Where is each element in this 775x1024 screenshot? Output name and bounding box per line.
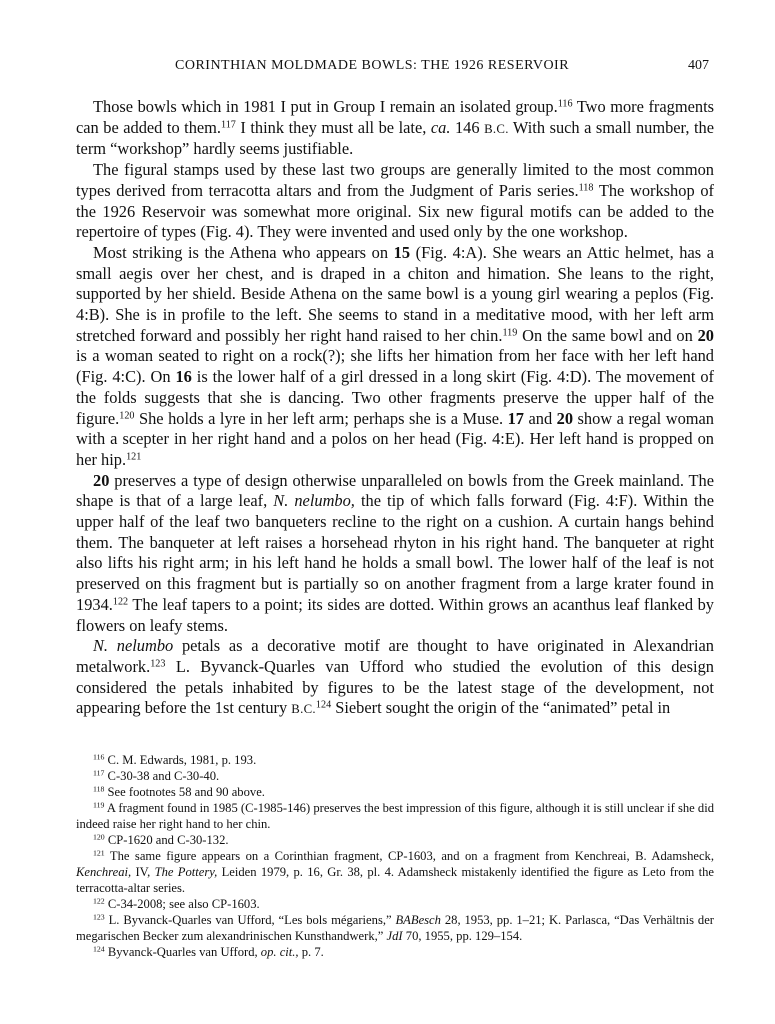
italic-term: N. nelumbo,	[273, 491, 355, 511]
footnote-number: 119	[93, 800, 105, 810]
running-title: CORINTHIAN MOLDMADE BOWLS: THE 1926 RESERVOIR	[175, 58, 570, 73]
italic-title: BABesch	[395, 913, 441, 927]
catalogue-number: 15	[393, 242, 411, 262]
footnote-text: C-30-38 and C-30-40.	[104, 769, 220, 783]
footnotes	[76, 752, 714, 960]
footnote-118	[76, 784, 714, 800]
italic-title: JdI	[386, 929, 403, 943]
footnote-121	[76, 848, 714, 896]
text-run: is the lower half of a girl dressed in a long skirt (Fig. 4:D). The movement of the folds suggests that she is dancing. Two other fragments preserve the upper half of the figure.	[76, 367, 714, 428]
footnote-120	[76, 832, 714, 848]
italic-title: op. cit.,	[260, 945, 299, 959]
text-run: the tip of which falls forward (Fig. 4:F). Within the upper half of the leaf two banqueters recline to the right on a cushion. A curtain hangs behind them. The banqueter at left raises a horsehead rhyton in his right hand. The banqueter at right also lifts his right arm; in his left hand he holds a small bowl. The lower half of the leaf is not preserved on this fragment but is partially so on another fragment from a large krater found in 1934.	[76, 491, 715, 614]
text-run: On the same bowl and on	[517, 325, 698, 345]
footnote-ref-116[interactable]: 116	[557, 98, 573, 110]
text-run: preserves a type of design otherwise unparalleled on bowls from the Greek mainland. The shape is that of a large leaf,	[76, 470, 714, 511]
footnote-text: The same figure appears on a Corinthian fragment, CP-1603, and on a fragment from Kenchreai, B. Adamsheck,	[104, 849, 714, 863]
text-run: I think they must all be late,	[235, 117, 431, 137]
footnote-number: 116	[93, 752, 105, 762]
footnote-number: 117	[93, 768, 105, 778]
italic-term: N. nelumbo	[93, 636, 174, 656]
text-run: 146	[450, 117, 485, 137]
text-run: Those bowls which in 1981 I put in Group I remain an isolated group.	[93, 97, 558, 116]
page-number: 407	[688, 58, 709, 73]
footnote-number: 120	[93, 832, 105, 842]
footnote-number: 124	[93, 944, 105, 954]
footnote-ref-121[interactable]: 121	[126, 451, 142, 463]
catalogue-number: 20	[697, 325, 714, 345]
paragraph-4	[76, 471, 714, 637]
footnote-116	[76, 752, 714, 768]
footnote-text: Byvanck-Quarles van Ufford,	[104, 945, 261, 959]
text-run: Most striking is the Athena who appears on	[93, 242, 394, 262]
footnote-ref-120[interactable]: 120	[119, 409, 135, 421]
paragraph-5	[76, 636, 714, 720]
text-run: The figural stamps used by these last two groups are generally limited to the most common types derived from terracotta altars and from the Judgment of Paris series.	[76, 160, 714, 200]
body-text	[76, 97, 714, 720]
footnote-124	[76, 944, 714, 960]
footnote-119	[76, 800, 714, 832]
footnote-number: 122	[93, 896, 105, 906]
footnote-ref-124[interactable]: 124	[315, 699, 332, 711]
paragraph-1	[76, 97, 714, 160]
text-run: L. Byvanck-Quarles van Ufford who studied the evolution of this design considered the petals inhabited by figures to be the latest stage of the development, not appearing before the 1st century	[76, 656, 714, 718]
paragraph-2	[76, 160, 714, 243]
footnote-ref-122[interactable]: 122	[112, 596, 129, 608]
footnote-text: A fragment found in 1985 (C-1985-146) preserves the best impression of this figure, although it is still unclear if she did indeed raise her right hand to her chin.	[76, 801, 714, 831]
footnote-number: 123	[93, 912, 105, 922]
text-run: Two more fragments can be added to them.	[76, 97, 715, 137]
italic-term: ca.	[430, 117, 451, 137]
era-abbreviation: B.C.	[484, 121, 509, 136]
text-run: The leaf tapers to a point; its sides are dotted. Within grows an acanthus leaf flanked by flowers on leafy stems.	[76, 594, 714, 635]
text-run: She holds a lyre in her left arm; perhaps she is a Muse.	[134, 408, 508, 428]
footnote-text: See footnotes 58 and 90 above.	[104, 785, 265, 799]
italic-title: Kenchreai,	[76, 865, 132, 879]
text-run: petals as a decorative motif are thought to have originated in Alexandrian metalwork.	[76, 636, 714, 676]
footnote-number: 121	[93, 848, 105, 858]
era-abbreviation: B.C.	[291, 702, 316, 717]
text-run: is a woman seated to right on a rock(?); she lifts her himation from her face with her left hand (Fig. 4:C). On	[76, 346, 714, 387]
text-run: The workshop of the 1926 Reservoir was somewhat more original. Six new figural motifs can be added to the repertoire of types (Fig. 4). They were invented and used only by the one workshop.	[76, 180, 714, 242]
text-run: (Fig. 4:A). She wears an Attic helmet, has a small aegis over her chest, and is draped in a chiton and himation. She leans to the right, supported by her shield. Beside Athena on the same bowl is a young girl wearing a peplos (Fig. 4:B). She is in profile to the left. She seems to stand in a meditative mood, with her left arm stretched forward and possibly her right hand raised to her chin.	[76, 242, 714, 345]
footnote-122	[76, 896, 714, 912]
text-run: With such a small number, the term “workshop” hardly seems justifiable.	[76, 117, 714, 159]
catalogue-number: 16	[175, 367, 192, 387]
footnote-text: p. 7.	[298, 945, 324, 959]
footnote-123	[76, 912, 714, 944]
catalogue-number: 20	[556, 408, 574, 428]
text-run: and	[523, 408, 557, 428]
footnote-ref-118[interactable]: 118	[578, 182, 594, 194]
footnote-117	[76, 768, 714, 784]
footnote-number: 118	[93, 784, 105, 794]
paragraph-3	[76, 243, 714, 471]
footnote-text: IV,	[131, 865, 155, 879]
footnote-text: Leiden 1979, p. 16, Gr. 38, pl. 4. Adamsheck mistakenly identified the figure as Leto from the terracotta-altar series.	[76, 865, 714, 895]
footnote-text: C. M. Edwards, 1981, p. 193.	[104, 753, 257, 767]
footnote-ref-117[interactable]: 117	[221, 119, 236, 131]
footnote-text: CP-1620 and C-30-132.	[104, 833, 229, 847]
footnote-text: C-34-2008; see also CP-1603.	[104, 897, 260, 911]
footnote-ref-119[interactable]: 119	[502, 327, 518, 339]
catalogue-number: 17	[507, 408, 524, 428]
footnote-text: 70, 1955, pp. 129–154.	[402, 929, 523, 943]
footnote-text: L. Byvanck-Quarles van Ufford, “Les bols mégariens,”	[104, 913, 396, 927]
footnote-text: 28, 1953, pp. 1–21; K. Parlasca, “Das Verhältnis der megarischen Becker zum alexandrinischen Kunsthandwerk,”	[76, 913, 714, 943]
italic-title: The Pottery,	[154, 865, 218, 879]
text-run: show a regal woman with a scepter in her right hand and a polos on her head (Fig. 4:E). Her left hand is propped on her hip.	[76, 408, 714, 469]
catalogue-number: 20	[93, 470, 110, 490]
text-run: Siebert sought the origin of the “animated” petal in	[331, 698, 671, 718]
footnote-ref-123[interactable]: 123	[150, 658, 166, 670]
